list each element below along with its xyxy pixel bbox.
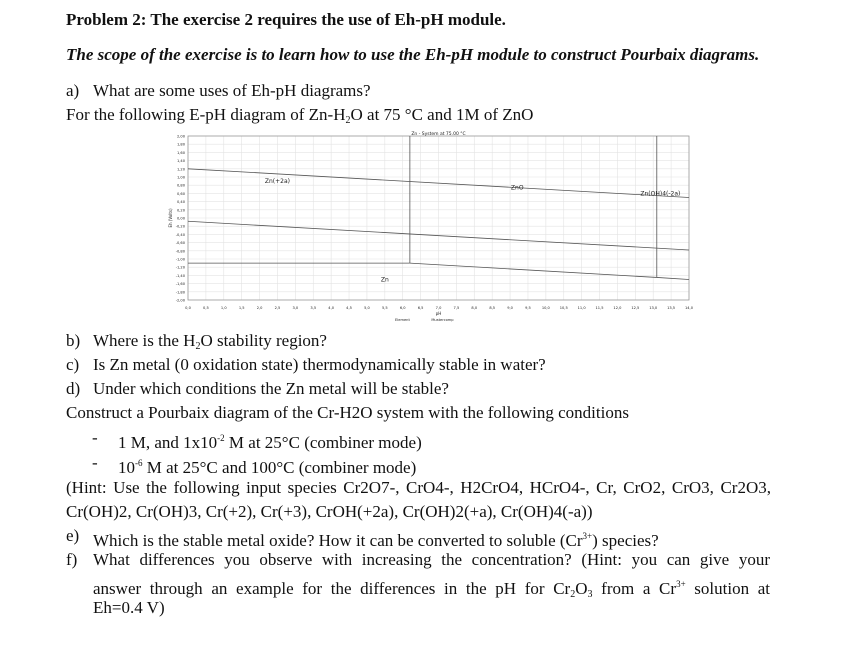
condition-bullet-1: [92, 428, 422, 452]
bullet-1-post: M at 25°C (combiner mode): [224, 433, 422, 452]
hint-species-line-1: (Hint: Use the following input species Cr2O7-, CrO4-, H2CrO4, HCrO4-, Cr, CrO2, CrO3, Cr2O3,: [66, 478, 771, 497]
x-tick-label: 8,5: [489, 306, 496, 310]
diagram-intro-sub: 2: [345, 115, 351, 126]
y-tick-label: 1,20: [176, 167, 185, 172]
question-b-pre: Where is the H: [93, 331, 196, 350]
y-tick-label: 0,80: [176, 183, 185, 188]
region-label: Zn: [380, 276, 389, 284]
x-tick-label: 9,5: [525, 306, 531, 310]
x-tick-label: 2,0: [256, 306, 263, 310]
x-tick-label: 12,0: [613, 306, 622, 310]
question-b-sub: 2: [195, 341, 201, 352]
y-tick-label: 1,40: [176, 159, 185, 164]
x-tick-label: 9,0: [507, 306, 513, 310]
f-line2-a: answer through an example for the differences in the pH for Cr: [93, 579, 571, 598]
scope-statement: The scope of the exercise is to learn how to use the Eh-pH module to construct Pourbaix diagrams.: [66, 45, 760, 64]
region-label: ZnO: [510, 184, 524, 192]
y-axis-label: Eh (Volts): [168, 208, 173, 228]
question-d-letter: d): [66, 379, 81, 398]
condition-bullet-2: [92, 453, 417, 477]
eh-ph-chart: [166, 128, 702, 328]
bullet-1-pre: 1 M, and 1x10: [118, 433, 218, 452]
y-tick-label: 2,00: [176, 134, 185, 139]
region-label: Zn(OH)4(-2a): [640, 190, 681, 198]
question-e-sup: 3+: [582, 531, 593, 541]
y-tick-label: 1,00: [176, 175, 185, 180]
region-label: Zn(+2a): [264, 178, 291, 186]
y-tick-label: 0,20: [176, 208, 185, 213]
y-tick-label: -1,60: [175, 282, 185, 287]
bullet-2-pre: 10: [118, 458, 135, 477]
x-tick-label: 7,5: [453, 306, 460, 310]
question-d: [66, 379, 449, 399]
question-f-letter: f): [66, 550, 78, 569]
x-tick-label: 14,0: [684, 306, 694, 310]
chart-title: Zn - System at 75.00 °C: [411, 132, 466, 137]
question-f-line-3: Eh=0.4 V): [93, 598, 165, 617]
f-line2-c: from a Cr: [592, 579, 677, 598]
x-tick-label: 0,5: [203, 306, 209, 310]
x-tick-label: 12,5: [631, 306, 640, 310]
y-tick-label: -2,00: [175, 298, 185, 303]
question-c: [66, 355, 546, 375]
y-tick-label: -1,20: [175, 265, 185, 270]
y-tick-label: 1,60: [176, 150, 185, 155]
y-tick-label: -0,20: [175, 224, 185, 229]
diagram-intro-post: O at 75 °C and 1M of ZnO: [350, 105, 534, 124]
x-tick-label: 7,0: [435, 306, 442, 310]
x-tick-label: 4,5: [346, 306, 352, 310]
question-a-text: What are some uses of Eh-pH diagrams?: [93, 81, 371, 100]
y-tick-label: -1,80: [175, 290, 185, 295]
f-line2-sub2: 3: [587, 589, 593, 600]
series-line: [657, 277, 689, 279]
f-line2-sub1: 2: [570, 589, 576, 600]
x-tick-label: 1,0: [220, 306, 227, 310]
bullet-1-sup: -2: [217, 433, 225, 443]
x-tick-label: 6,5: [417, 306, 424, 310]
x-tick-label: 13,5: [667, 306, 676, 310]
problem-title: Problem 2: The exercise 2 requires the use of Eh-pH module.: [66, 10, 506, 29]
x-tick-label: 2,5: [274, 306, 281, 310]
y-tick-label: -0,80: [175, 249, 185, 254]
question-b-letter: b): [66, 331, 81, 350]
question-f-line-1: What differences you observe with increasing the concentration? (Hint: you can give your: [93, 550, 770, 569]
f-line2-b: O: [575, 579, 588, 598]
bullet-1-dash: -: [92, 428, 98, 447]
y-tick-label: -1,40: [175, 273, 185, 278]
x-tick-label: 11,5: [595, 306, 604, 310]
x-tick-label: 6,0: [399, 306, 406, 310]
question-a-letter: a): [66, 81, 80, 100]
x-tick-label: 3,0: [292, 306, 299, 310]
x-axis-label: pH: [435, 311, 442, 316]
chart-footer-right: Mustercomp: [431, 318, 454, 322]
question-a: [66, 81, 371, 101]
y-tick-label: 0,00: [176, 216, 185, 221]
x-tick-label: 10,0: [541, 306, 550, 310]
bullet-2-dash: -: [92, 453, 98, 472]
y-tick-label: -0,60: [175, 241, 185, 246]
bullet-2-post: M at 25°C and 100°C (combiner mode): [142, 458, 417, 477]
hint-species-line-2: Cr(OH)2, Cr(OH)3, Cr(+2), Cr(+3), CrOH(+2a), Cr(OH)2(+a), Cr(OH)4(-a)): [66, 502, 593, 521]
question-c-text: Is Zn metal (0 oxidation state) thermodynamically stable in water?: [93, 355, 546, 374]
question-d-text: Under which conditions the Zn metal will be stable?: [93, 379, 449, 398]
y-tick-label: -1,00: [175, 257, 185, 262]
question-e-post: ) species?: [592, 531, 659, 550]
question-f-line-2: [93, 574, 770, 605]
x-tick-label: 1,5: [238, 306, 245, 310]
question-b: [66, 331, 327, 352]
diagram-intro-pre: For the following E-pH diagram of Zn-H: [66, 105, 346, 124]
x-tick-label: 8,0: [471, 306, 478, 310]
f-line2-d: solution at: [685, 579, 770, 598]
bullet-2-sup: -6: [135, 458, 143, 468]
x-tick-label: 10,5: [559, 306, 568, 310]
question-c-letter: c): [66, 355, 80, 374]
x-tick-label: 0,0: [185, 306, 191, 310]
question-e: [66, 526, 659, 550]
f-line2-sup: 3+: [676, 579, 686, 589]
x-tick-label: 5,0: [364, 306, 370, 310]
question-b-post: O stability region?: [200, 331, 327, 350]
question-e-pre: Which is the stable metal oxide? How it can be converted to soluble (Cr: [93, 531, 583, 550]
x-tick-label: 11,0: [577, 306, 586, 310]
x-tick-label: 5,5: [381, 306, 388, 310]
y-tick-label: 1,80: [176, 142, 185, 147]
chart-footer-left: Element: [394, 318, 410, 322]
question-e-letter: e): [66, 526, 80, 545]
x-tick-label: 3,5: [310, 306, 317, 310]
y-tick-label: 0,40: [176, 200, 185, 205]
x-tick-label: 4,0: [328, 306, 335, 310]
x-tick-label: 13,0: [649, 306, 658, 310]
y-tick-label: -0,40: [175, 232, 185, 237]
construct-instruction: Construct a Pourbaix diagram of the Cr-H2O system with the following conditions: [66, 403, 629, 422]
y-tick-label: 0,60: [176, 191, 185, 196]
